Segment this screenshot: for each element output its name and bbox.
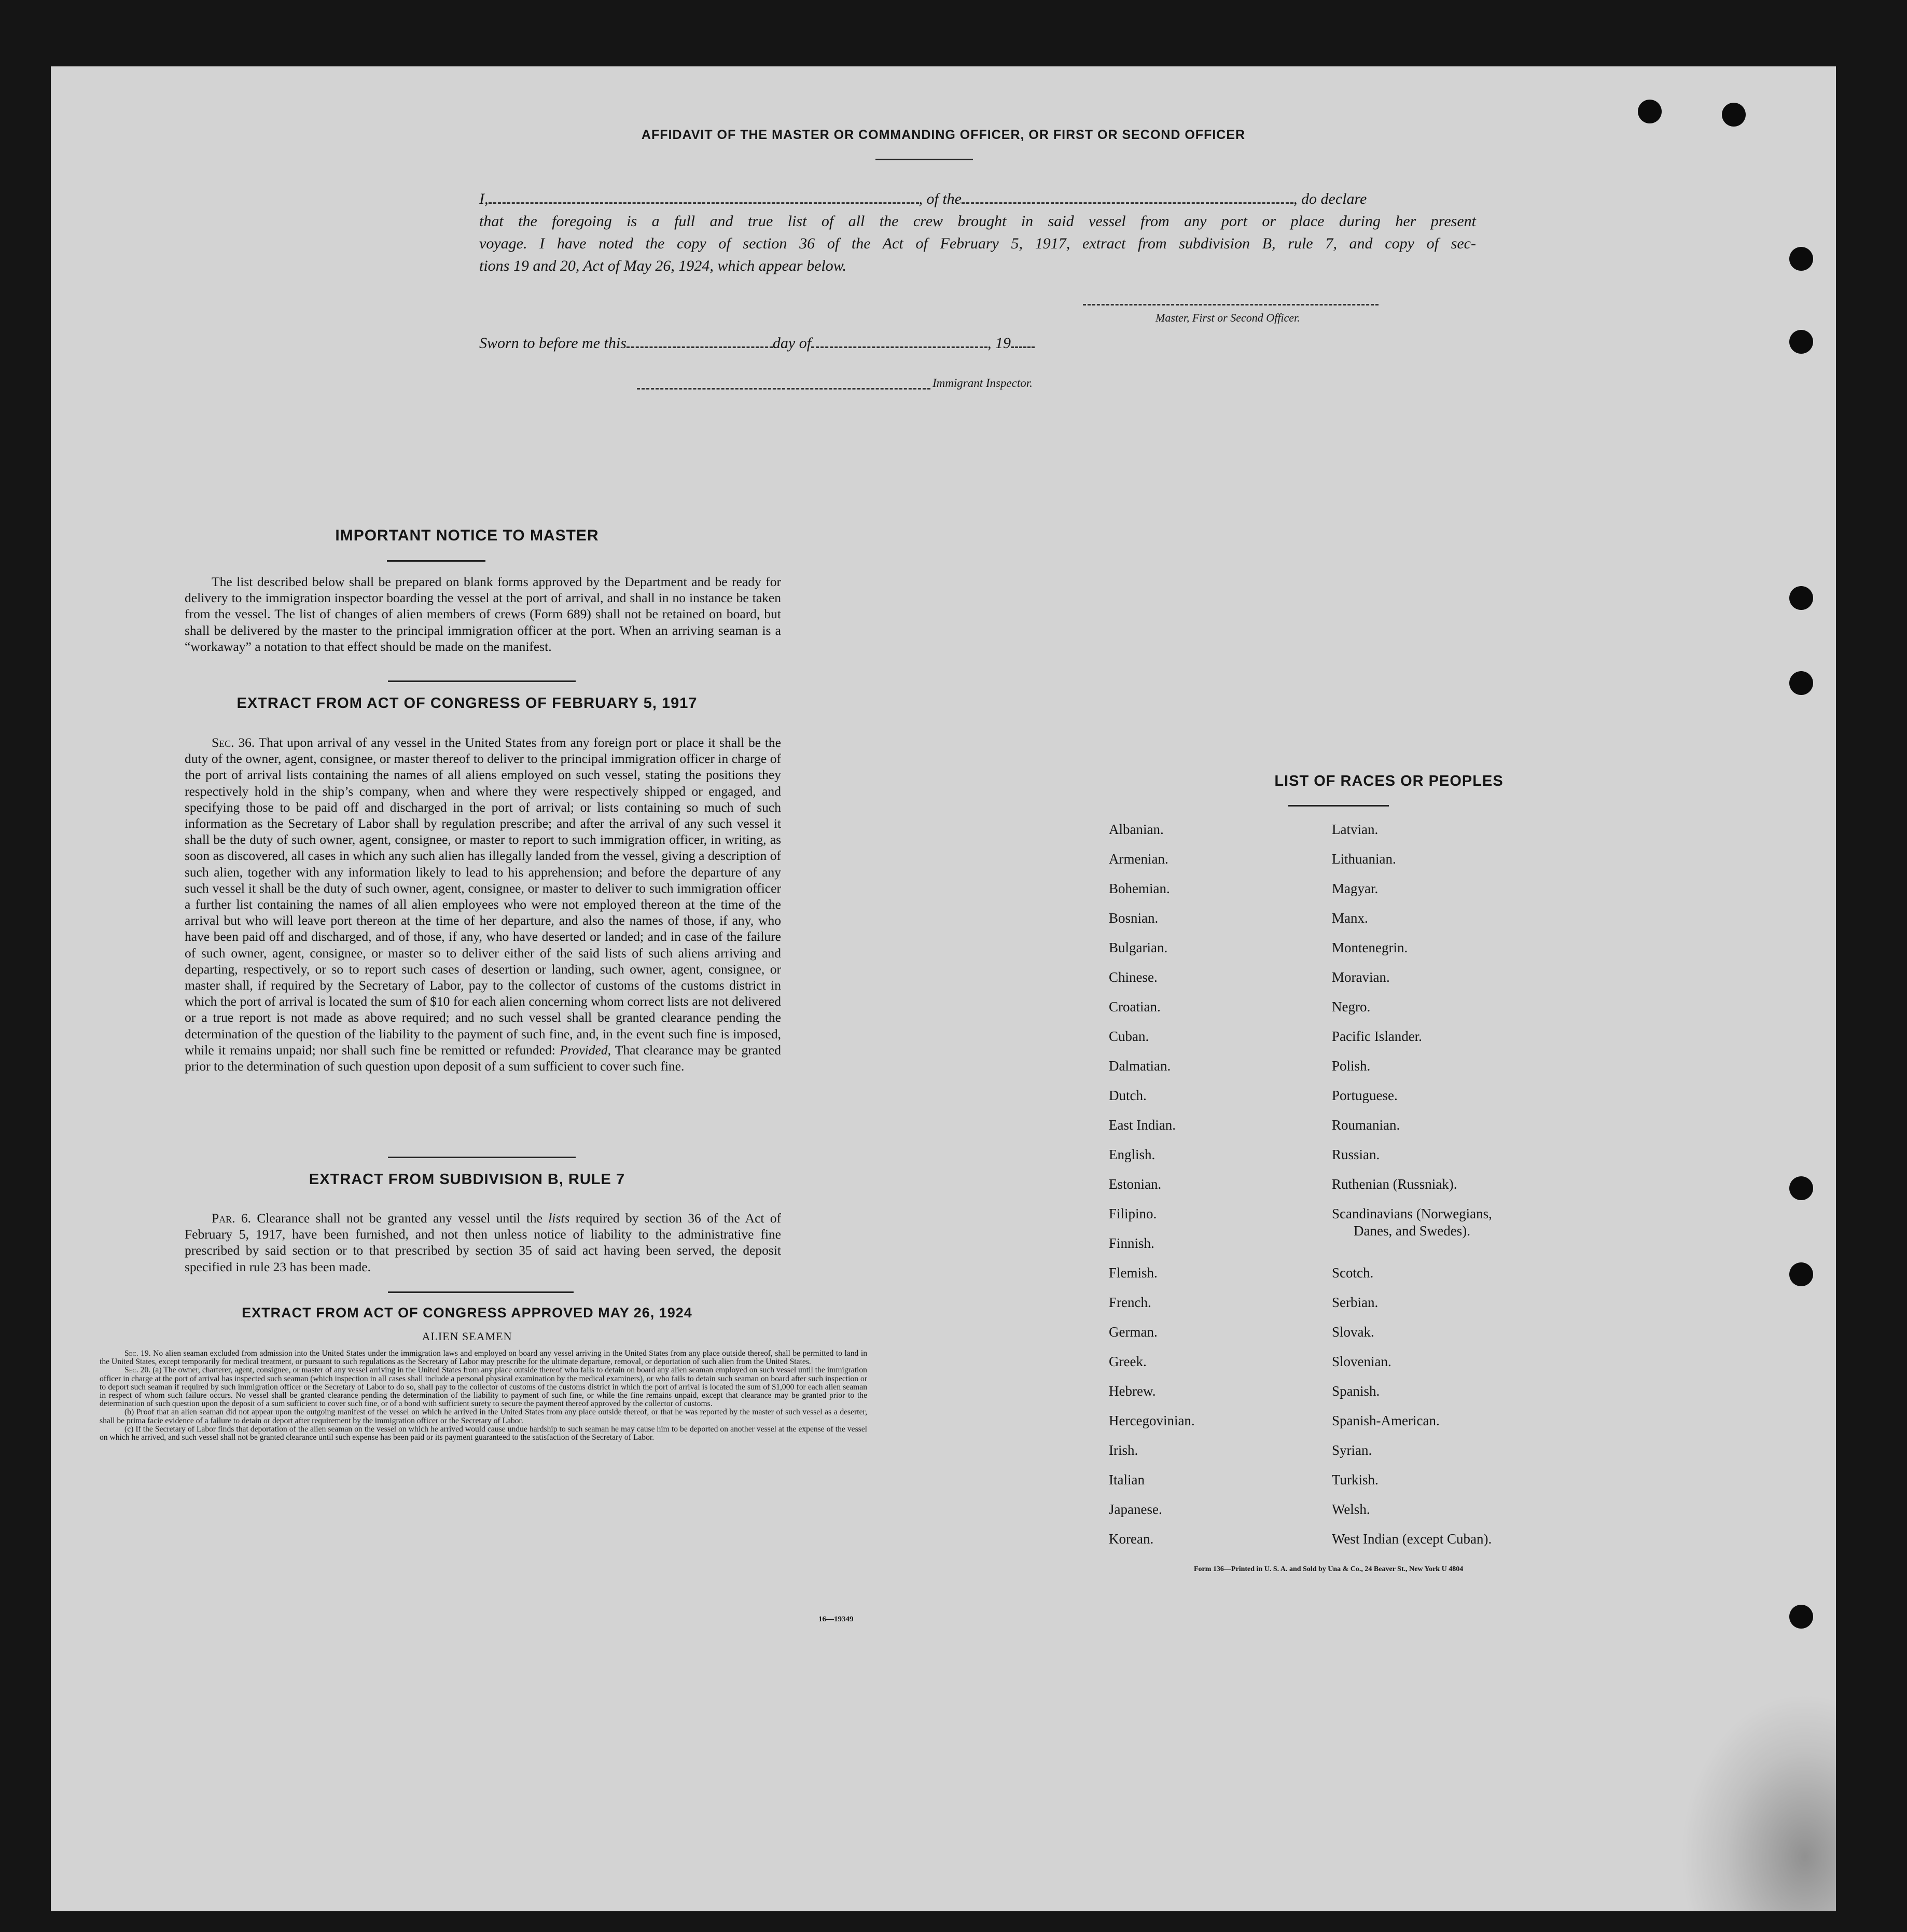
race-item: English.	[1109, 1147, 1156, 1162]
race-item: Turkish.	[1332, 1472, 1379, 1488]
sec-20-label: Sec. 20.	[124, 1366, 151, 1375]
race-item: Spanish.	[1332, 1383, 1380, 1399]
race-item: Filipino.	[1109, 1206, 1157, 1221]
race-item: Scandinavians (Norwegians,	[1332, 1206, 1492, 1221]
sworn-month-blank[interactable]	[811, 331, 987, 348]
section-tail: That clearance may be granted prior to the determination of such question upon deposit of a sum sufficient to cover such fine.	[185, 1042, 781, 1074]
race-item: Bohemian.	[1109, 881, 1170, 896]
race-item: Latvian.	[1332, 822, 1379, 837]
affidavit-i: I,	[479, 190, 489, 207]
sec-20a-text: (a) The owner, charterer, agent, consignee, or master of any vessel arriving in the United States from any place outside thereof who fails to detain on board any alien seaman employed on such vessel until the immigration officer in charge at the port of arrival has inspected such seaman (which inspection in all cases shall include a personal physical examination by the medical examiners), or who fails to detain such seaman on board after such inspection or to deport such seaman if required by such immigration officer or the Secretary of Labor to do so, shall pay to the collector of customs of the customs district in which the port of arrival is located the sum of $1,000 for each alien seaman in respect of whom such failure occurs. No vessel shall be granted clearance pending the determination of the liability to payment of such fine, or while the fine remains unpaid, except that clearance may be granted prior to the determination of such question upon the deposit of a sum sufficient to cover such fine, or of a bond with sufficient surety to secure the payment thereof approved by the collector of customs.	[100, 1366, 867, 1409]
alien-seamen-subtitle: ALIEN SEAMEN	[422, 1330, 512, 1343]
sworn-text: Sworn to before me this	[479, 335, 627, 352]
sec-19-text: No alien seaman excluded from admission into the United States under the immigration laws and employed on board any vessel arriving in the United States from any place outside thereof, shall be permitted to land in the United States, except temporarily for medical treatment, or pursuant to such regulations as the Secretary of Labor may prescribe for the ultimate departure, removal, or deportation of such alien from the United States.	[100, 1349, 867, 1367]
divider	[388, 1157, 576, 1158]
divider	[875, 159, 973, 160]
year-text: , 19	[987, 335, 1011, 352]
sworn-day-blank[interactable]	[627, 331, 773, 348]
race-item: Finnish.	[1109, 1235, 1154, 1251]
race-item: Flemish.	[1109, 1265, 1158, 1281]
form-code: 16—19349	[818, 1615, 854, 1623]
race-item: East Indian.	[1109, 1117, 1176, 1133]
race-item: Armenian.	[1109, 851, 1168, 867]
race-item: Bosnian.	[1109, 910, 1159, 926]
race-item: Hebrew.	[1109, 1383, 1156, 1399]
race-item: Magyar.	[1332, 881, 1379, 896]
affidavit-do-declare: , do declare	[1293, 190, 1367, 207]
punch-hole-icon	[1789, 586, 1813, 610]
race-item: Syrian.	[1332, 1442, 1372, 1458]
race-item: Montenegrin.	[1332, 940, 1408, 955]
sec-20a	[100, 1366, 867, 1408]
punch-hole-icon	[1789, 247, 1813, 271]
race-item: Japanese.	[1109, 1502, 1162, 1517]
section-text: That upon arrival of any vessel in the United States from any foreign port or place it shall be the duty of the owner, agent, consignee, or master thereof to deliver to the principal immigration officer in charge of the port of arrival lists containing the names of all aliens employed on such vessel, stating the positions they respectively hold in the ship’s company, when and where they were respectively shipped or engaged, and specifying those to be paid off and discharged in the port of arrival; or lists containing so much of such information as the Secretary of Labor shall by regulation prescribe; and after the arrival of any such vessel it shall be the duty of such owner, agent, consignee, or master to report to such immigration officer, in writing, as soon as discovered, all cases in which any such alien has illegally landed from the vessel, giving a description of such alien, together with any information likely to lead to his apprehension; and before the departure of any such vessel it shall be the duty of such owner, agent, consignee, or master to deliver to such immigration officer a further list containing the names of all alien employees who were not employed thereon at the time of the arrival but who will leave port thereon at the time of her departure, and also the names of those, if any, who have been paid off and discharged, and of those, if any, who have deserted or landed; and in case of the failure of such owner, agent, consignee, or master so to deliver either of the said lists of such aliens arriving and departing, respectively, or so to report such cases of desertion or landing, such owner, agent, consignee, or master shall, if required by the Secretary of Labor, pay to the collector of customs of the customs district in which the port of arrival is located the sum of $10 for each alien concerning whom correct lists are not delivered or a true report is not made as above required; and no such vessel shall be granted clearance pending the determination of the question of the liability to the payment of such fine, and, in the event such fine is imposed, while it remains unpaid; nor shall such fine be remitted or refunded:	[185, 735, 781, 1058]
race-item: Slovak.	[1332, 1324, 1374, 1340]
paragraph-label: Par. 6.	[212, 1211, 251, 1226]
race-item: Korean.	[1109, 1531, 1154, 1547]
affidavit-line-4: tions 19 and 20, Act of May 26, 1924, which appear below.	[479, 257, 847, 274]
vessel-blank[interactable]	[962, 187, 1293, 204]
races-title: LIST OF RACES OR PEOPLES	[1274, 773, 1504, 789]
race-item: Dutch.	[1109, 1088, 1147, 1103]
race-item: Lithuanian.	[1332, 851, 1396, 867]
section-label: Sec. 36.	[212, 735, 255, 750]
race-item: Manx.	[1332, 910, 1368, 926]
punch-hole-icon	[1789, 330, 1813, 354]
subdivision-body	[185, 1210, 781, 1275]
race-item: Croatian.	[1109, 999, 1161, 1014]
sec-20b: (b) Proof that an alien seaman did not appear upon the outgoing manifest of the vessel on which he arrived in the United States from any place outside thereof, or that he was reported by the master of such vessel as a deserter, shall be prima facie evidence of a failure to detain or deport after requirement by the immigration officer or the Secretary of Labor.	[100, 1408, 867, 1425]
race-item: Serbian.	[1332, 1295, 1379, 1310]
affidavit-line-2: that the foregoing is a full and true list of all the crew brought in said vessel from any port or place during her present	[479, 213, 1476, 230]
punch-hole-icon	[1722, 103, 1746, 127]
sec-19-label: Sec. 19.	[124, 1349, 151, 1358]
race-item: Welsh.	[1332, 1502, 1370, 1517]
subdivision-title: EXTRACT FROM SUBDIVISION B, RULE 7	[309, 1171, 625, 1188]
affidavit-line-3: voyage. I have noted the copy of section 36 of the Act of February 5, 1917, extract from subdivision B, rule 7, and copy of sec-	[479, 235, 1476, 252]
affidavit-declaration	[479, 187, 1476, 277]
sworn-line	[479, 331, 1035, 352]
race-item: Moravian.	[1332, 969, 1390, 985]
punch-hole-icon	[1789, 671, 1813, 695]
punch-hole-icon	[1789, 1176, 1813, 1200]
provided-text: Provided,	[560, 1042, 611, 1058]
race-item: Cuban.	[1109, 1028, 1149, 1044]
race-item: Greek.	[1109, 1354, 1147, 1369]
sworn-year-blank[interactable]	[1011, 331, 1035, 348]
sec-20c: (c) If the Secretary of Labor finds that deportation of the alien seaman on the vessel on which he arrived would cause undue hardship to such seaman he may cause him to be deported on another vessel at the expense of the vessel on which he arrived, and such vessel shall not be granted clearance until such expense has been paid or its payment guaranteed to the satisfaction of the Secretary of Labor.	[100, 1424, 867, 1442]
day-of-text: day of	[772, 335, 812, 352]
notice-body: The list described below shall be prepared on blank forms approved by the Department and be ready for delivery to the immigration inspector boarding the vessel at the port of arrival, and shall in no instance be taken from the vessel. The list of changes of alien members of crews (Form 689) shall not be retained on board, but shall be delivered by the master to the principal immigration officer at the port. When an arriving seaman is a “workaway” a notation to that effect should be made on the manifest.	[185, 574, 781, 654]
divider	[388, 680, 576, 682]
race-item: Hercegovinian.	[1109, 1413, 1195, 1428]
race-item: Chinese.	[1109, 969, 1158, 985]
printer-footer: Form 136—Printed in U. S. A. and Sold by Una & Co., 24 Beaver St., New York U 4804	[1194, 1565, 1464, 1573]
affidavit-line-1	[479, 187, 1476, 210]
race-item: French.	[1109, 1295, 1151, 1310]
extract-1924-title: EXTRACT FROM ACT OF CONGRESS APPROVED MAY 26, 1924	[242, 1305, 692, 1321]
race-item: West Indian (except Cuban).	[1332, 1531, 1492, 1547]
race-item: Negro.	[1332, 999, 1371, 1014]
race-item: Scotch.	[1332, 1265, 1374, 1281]
master-label: Master, First or Second Officer.	[1156, 311, 1300, 324]
race-item: Russian.	[1332, 1147, 1380, 1162]
form-sheet	[51, 66, 1836, 1911]
race-item: Albanian.	[1109, 822, 1164, 837]
race-item: Portuguese.	[1332, 1088, 1398, 1103]
inspector-label: Immigrant Inspector.	[932, 377, 1033, 390]
race-item: Roumanian.	[1332, 1117, 1400, 1133]
inspector-signature-line[interactable]	[637, 388, 930, 390]
notice-title: IMPORTANT NOTICE TO MASTER	[335, 527, 599, 544]
race-item: Estonian.	[1109, 1176, 1162, 1192]
race-item: Ruthenian (Russniak).	[1332, 1176, 1457, 1192]
race-item: Danes, and Swedes).	[1354, 1223, 1470, 1239]
race-item: Polish.	[1332, 1058, 1371, 1074]
master-signature-line[interactable]	[1083, 304, 1379, 305]
sec-19	[100, 1350, 867, 1366]
punch-hole-icon	[1638, 100, 1662, 123]
name-blank[interactable]	[489, 187, 919, 204]
race-item: German.	[1109, 1324, 1158, 1340]
water-stain	[1680, 1693, 1836, 1911]
affidavit-title: AFFIDAVIT OF THE MASTER OR COMMANDING OFFICER, OR FIRST OR SECOND OFFICER	[641, 128, 1246, 142]
paragraph-text-a: Clearance shall not be granted any vessel until the	[257, 1211, 542, 1226]
race-item: Dalmatian.	[1109, 1058, 1171, 1074]
lists-text: lists	[548, 1211, 570, 1226]
affidavit-of-the: , of the	[918, 190, 962, 207]
race-item: Slovenian.	[1332, 1354, 1391, 1369]
extract-1917-body	[185, 734, 781, 1074]
divider	[387, 560, 485, 562]
race-item: Pacific Islander.	[1332, 1028, 1422, 1044]
extract-1924-body	[100, 1350, 867, 1442]
race-item: Spanish-American.	[1332, 1413, 1440, 1428]
race-item: Bulgarian.	[1109, 940, 1168, 955]
divider	[1288, 805, 1389, 807]
punch-hole-icon	[1789, 1605, 1813, 1629]
punch-hole-icon	[1789, 1262, 1813, 1286]
race-item: Irish.	[1109, 1442, 1138, 1458]
paragraph-text-b: required by section 36 of the Act of February 5, 1917, have been furnished, and not then unless notice of liability to the administrative fine prescribed by said section or to that prescribed by section 35 of said act having been served, the deposit specified in rule 23 has been made.	[185, 1211, 782, 1274]
race-item: Italian	[1109, 1472, 1145, 1488]
extract-1917-title: EXTRACT FROM ACT OF CONGRESS OF FEBRUARY 5, 1917	[236, 695, 698, 712]
divider	[388, 1291, 574, 1293]
